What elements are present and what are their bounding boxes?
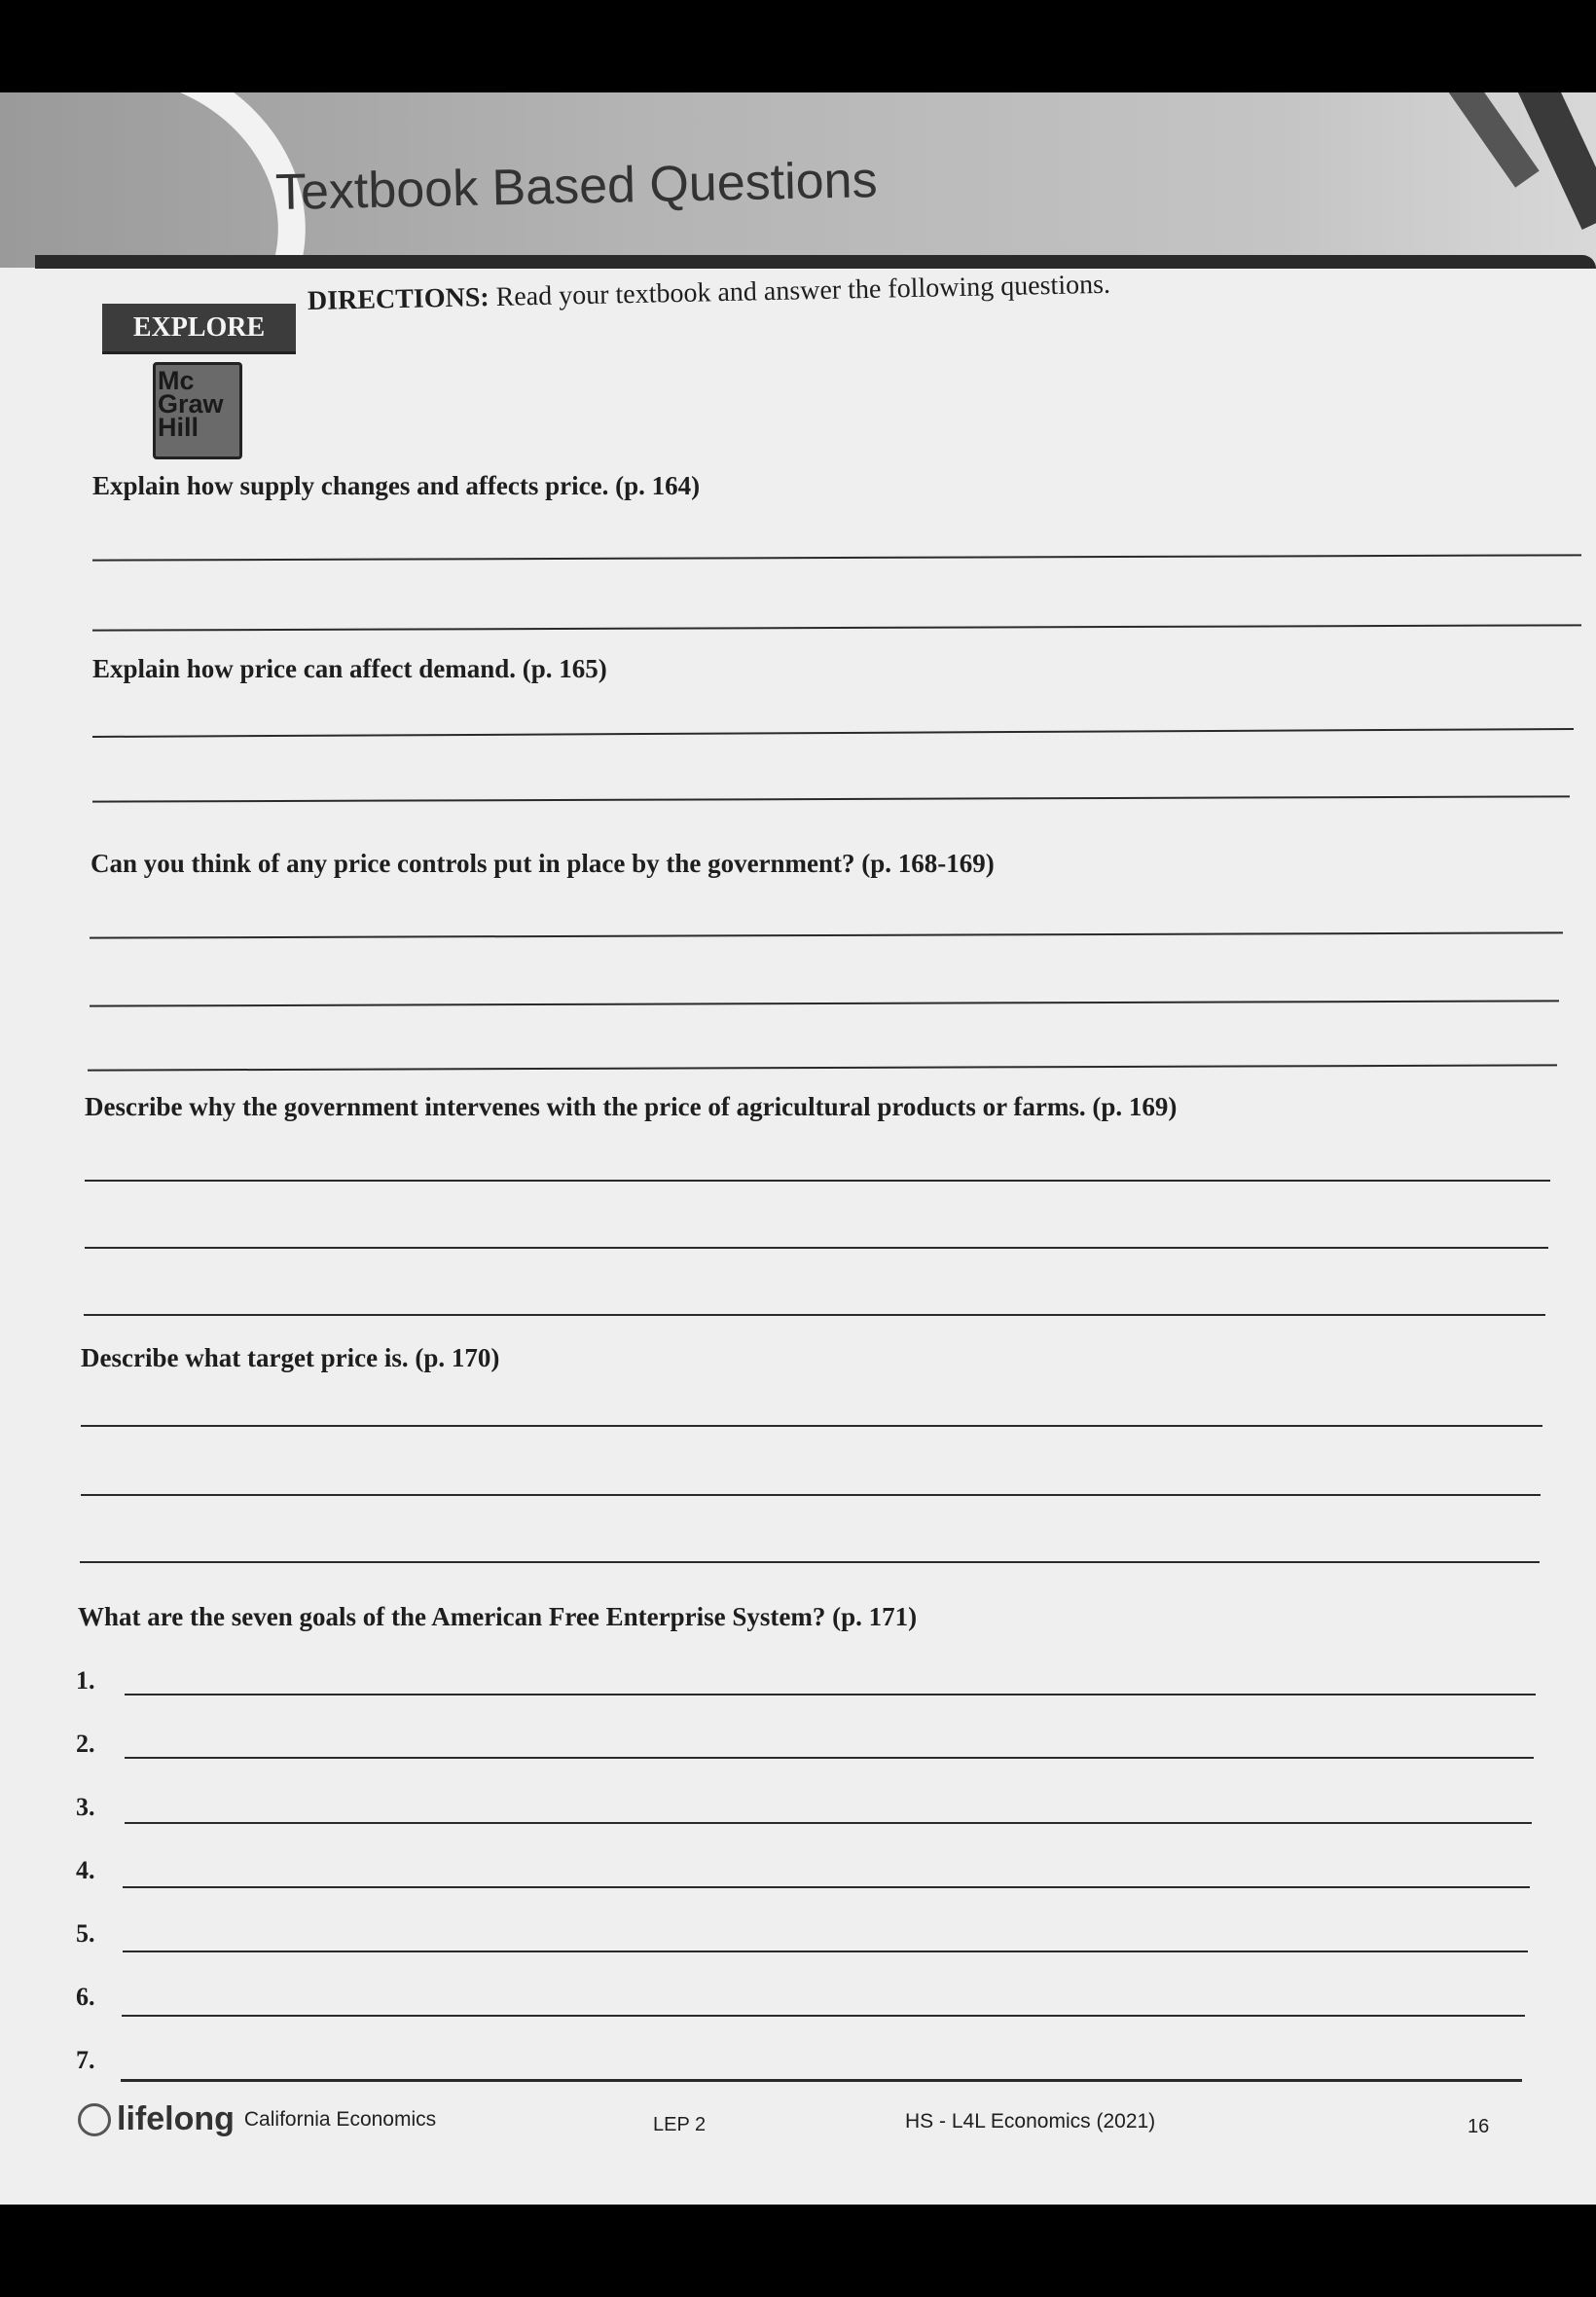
page-title: Textbook Based Questions <box>274 152 879 221</box>
answer-line[interactable] <box>85 1247 1548 1249</box>
directions-text: Read your textbook and answer the following questions. <box>489 269 1111 313</box>
goal-number: 4. <box>76 1856 95 1884</box>
bottom-black-border <box>0 2205 1596 2297</box>
goal-answer-line[interactable] <box>123 1886 1530 1888</box>
answer-line[interactable] <box>80 1561 1540 1563</box>
explore-badge: EXPLORE <box>102 304 296 354</box>
header-divider <box>35 255 1596 269</box>
goal-number: 6. <box>76 1983 95 2011</box>
goal-answer-line[interactable] <box>121 2079 1522 2082</box>
goal-answer-line[interactable] <box>123 1951 1528 1952</box>
page-number: 16 <box>1468 2116 1490 2137</box>
answer-line[interactable] <box>92 728 1574 738</box>
directions <box>308 270 1111 317</box>
goal-number: 5. <box>76 1919 95 1948</box>
answer-line[interactable] <box>92 795 1570 802</box>
brand-name: lifelong <box>117 2100 235 2137</box>
answer-line[interactable] <box>81 1494 1541 1496</box>
top-black-border <box>0 0 1596 92</box>
footer <box>78 2100 1538 2149</box>
goal-answer-line[interactable] <box>125 1822 1532 1824</box>
lep-label: LEP 2 <box>653 2114 707 2135</box>
goal-number: 3. <box>76 1793 95 1821</box>
lifelong-globe-icon <box>78 2103 111 2136</box>
logo-text: Graw <box>158 389 224 419</box>
course-name: California Economics <box>243 2107 437 2131</box>
goal-answer-line[interactable] <box>125 1694 1536 1695</box>
question-3: Can you think of any price controls put in place by the government? (p. 168-169) <box>91 849 995 878</box>
goal-number: 1. <box>76 1666 95 1695</box>
goal-answer-line[interactable] <box>122 2015 1525 2017</box>
answer-line[interactable] <box>84 1314 1545 1316</box>
question-5: Describe what target price is. (p. 170) <box>81 1343 500 1372</box>
edition-label: HS - L4L Economics (2021) <box>905 2110 1156 2133</box>
answer-line[interactable] <box>92 554 1581 561</box>
goal-answer-line[interactable] <box>125 1757 1534 1759</box>
answer-line[interactable] <box>92 624 1581 631</box>
directions-label: DIRECTIONS: <box>307 282 490 316</box>
question-2: Explain how price can affect demand. (p. 165) <box>92 654 607 683</box>
answer-line[interactable] <box>88 1064 1557 1071</box>
question-6: What are the seven goals of the American Free Enterprise System? (p. 171) <box>78 1602 918 1631</box>
goal-number: 2. <box>76 1730 95 1758</box>
answer-line[interactable] <box>90 1000 1559 1006</box>
question-1: Explain how supply changes and affects price. (p. 164) <box>92 471 701 500</box>
goal-number: 7. <box>76 2046 95 2074</box>
logo-text: Hill <box>158 413 200 442</box>
logo-text: Mc <box>158 366 195 395</box>
question-4: Describe why the government intervenes with the price of agricultural products or farms. (p. 169) <box>85 1092 1178 1121</box>
answer-line[interactable] <box>90 931 1563 938</box>
lifelong-logo <box>78 2100 436 2138</box>
mcgraw-hill-logo <box>153 362 242 459</box>
answer-line[interactable] <box>81 1425 1542 1427</box>
answer-line[interactable] <box>85 1180 1550 1182</box>
